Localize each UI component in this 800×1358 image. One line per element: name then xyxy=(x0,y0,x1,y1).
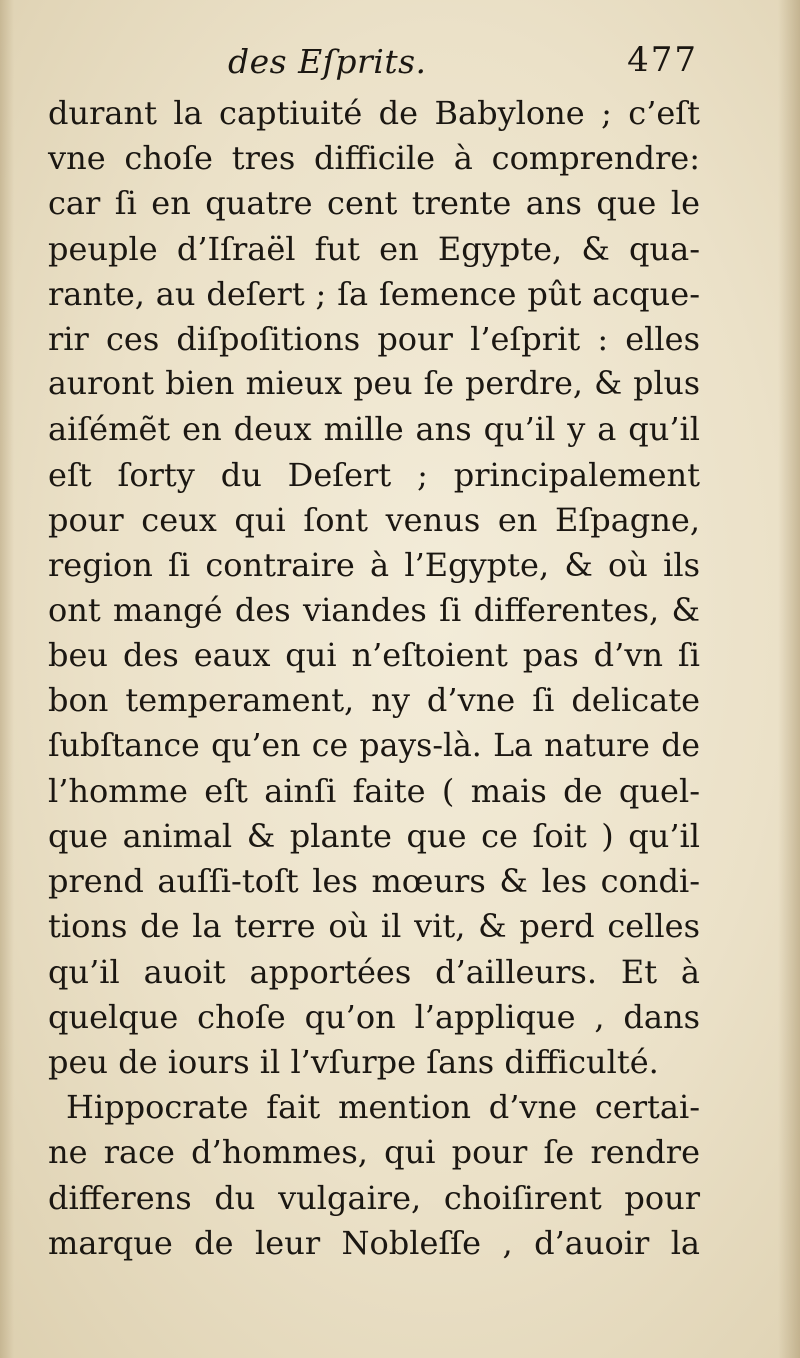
text-line-paragraph-start: Hippocrate fait mention d’vne certai- xyxy=(66,1088,700,1127)
text-line: differens du vulgaire, choiſirent pour xyxy=(48,1178,700,1217)
text-line: qu’il auoit apportées d’ailleurs. Et à xyxy=(48,952,700,991)
text-line: aiſémẽt en deux mille ans qu’il y a qu’il xyxy=(48,410,700,449)
text-line: peuple d’Iſraël fut en Egypte, & qua- xyxy=(48,229,700,268)
text-line: rir ces diſpoſitions pour l’eſprit : elles xyxy=(48,319,700,358)
text-line: tions de la terre où il vit, & perd celles xyxy=(48,907,700,946)
text-line: pour ceux qui ſont venus en Eſpagne, xyxy=(48,500,700,539)
text-line-paragraph-end: peu de iours il l’vſurpe ſans difficulté. xyxy=(48,1042,659,1081)
text-line: bon temperament, ny d’vne ſi delicate xyxy=(48,681,700,720)
text-line: l’homme eſt ainſi faite ( mais de quel- xyxy=(48,771,700,810)
text-line: rante, au deſert ; ſa ſemence pût acque- xyxy=(48,274,700,313)
text-line: car ſi en quatre cent trente ans que le xyxy=(48,184,700,223)
text-line: quelque choſe qu’on l’applique , dans xyxy=(48,997,700,1036)
text-line: eſt ſorty du Deſert ; principalement xyxy=(48,455,700,494)
page-edge-shadow-right xyxy=(778,0,800,1358)
text-line: prend auſſi-toſt les mœurs & les condi- xyxy=(48,862,700,901)
text-line: vne choſe tres difficile à comprendre: xyxy=(48,139,700,178)
text-line: auront bien mieux peu ſe perdre, & plus xyxy=(48,366,700,403)
text-line: durant la captiuité de Babylone ; c’eſt xyxy=(48,94,700,132)
page-number: 477 xyxy=(627,40,698,80)
page-edge-shadow-left xyxy=(0,0,14,1358)
body-text xyxy=(48,91,700,1266)
text-line: region ſi contraire à l’Egypte, & où ils xyxy=(48,545,700,584)
text-line: que animal & plante que ce ſoit ) qu’il xyxy=(48,817,700,855)
text-line: beu des eaux qui n’eſtoient pas d’vn ſi xyxy=(48,636,700,675)
running-head-title: des Eſprits. xyxy=(228,42,427,81)
text-line: ſubſtance qu’en ce pays-là. La nature de xyxy=(48,727,700,764)
running-head xyxy=(48,36,698,92)
text-line: ne race d’hommes, qui pour ſe rendre xyxy=(48,1133,700,1172)
text-line: marque de leur Nobleſſe , d’auoir la xyxy=(48,1223,700,1262)
text-line: ont mangé des viandes ſi differentes, & xyxy=(48,591,700,630)
